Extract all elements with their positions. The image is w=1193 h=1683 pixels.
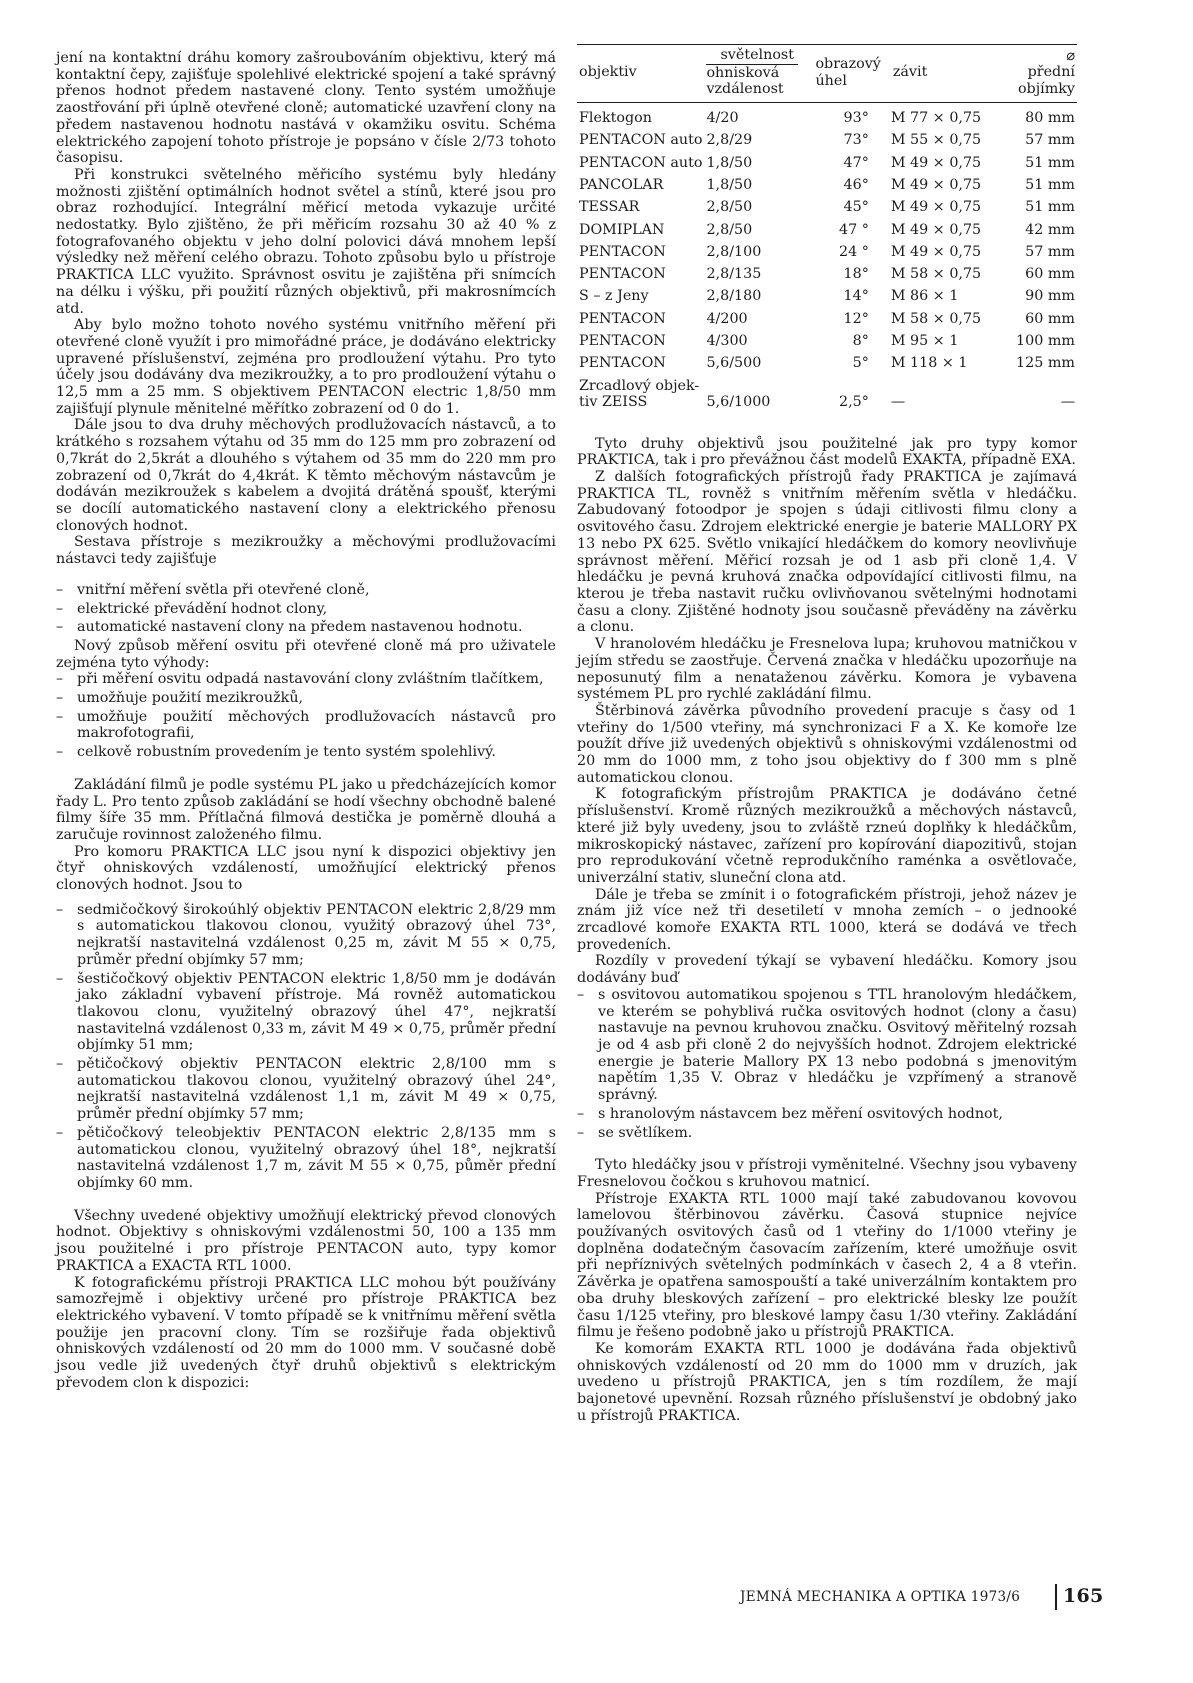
list-item: – s osvitovou automatikou spojenou s TTL hranolovým hledáčkem, ve kterém se pohyblivá ručka osvitových hodnot (clony a času) nastavuje na pevnou kruhovou značku. Osvitový měřitelný rozsah je od 4 asb při cloně 2 do nejvyšších hodnot. Zdrojem elektrické energie je baterie Mallory PX 13 nebo podobná s jmenovitým napětím 1,35 V. Obraz v hledáčku je vzpřímený a stranově správný. [577, 986, 1077, 1104]
table-row: Zrcadlový objek- tiv ZEISS 5,6/1000 2,5° — — [579, 377, 1075, 411]
paragraph: Štěrbinová závěrka původního provedení pracuje s časy od 1 vteřiny do 1/500 vteřiny, má synchronizaci F a X. Ke komoře lze použít dříve již uvedených objektivů s ohniskovými vzdálenostmi od 20 mm do 1000 mm, z toho jsou objektivy do f 300 mm s plně automatickou clonou. [577, 702, 1077, 786]
list-item: – sedmičočkový širokoúhlý objektiv PENTACON elektric 2,8/29 mm s automatickou tlakovou clonou, využitý obrazový úhel 73°, nejkratší nastavitelná vzdálenost 0,25 m, závit M 55 × 0,75, průměr přední objímky 57 mm; [56, 901, 556, 968]
paragraph: Z dalších fotografických přístrojů řady PRAKTICA je zajímavá PRAKTICA TL, rovněž s vnitřním měřením světla v hledáčku. Zabudovaný fotoodpor je spojen s údaji citlivosti filmu clony a osvitového času. Zdrojem elektrické energie je baterie MALLORY PX 13 nebo PX 625. Světlo vnikající hledáčkem do komory neovlivňuje správnost měření. Měřicí rozsah je od 1 asb při cloně 1,4. V hledáčku je pevná kruhová značka odpovídající citlivosti filmu, na kterou je třeba nastavit ručku ovlivňovanou světelnými hodnotami času a clony. Zjištěné hodnoty jsou současně převáděny na závěrku a clonu. [577, 469, 1077, 636]
page-number: 165 [1063, 1585, 1104, 1607]
lens-table [577, 44, 1077, 414]
paragraph: Pro komoru PRAKTICA LLC jsou nyní k dispozici objektivy jen čtyř ohniskových vzdáleností, umožňující elektrický přenos clonových hodnot. Jsou to [56, 843, 556, 894]
paragraph: V hranolovém hledáčku je Fresnelova lupa; kruhovou matničkou v jejím středu se zaostřuje. Červená značka v hledáčku upozorňuje na neposunutý film a nenataženou závěrku. Komora je vybavena systémem PL pro rychlé zakládání filmu. [577, 636, 1077, 703]
paragraph: K fotografickým přístrojům PRAKTICA je dodáváno četné příslušenství. Kromě různých mezikroužků a měchových nástavců, které již byly uvedeny, jsou to zvláště rzneú doplňky k hledáčkům, mikroskopický nástavec, zařízení pro kopírování diapozitivů, stojan pro reprodukování včetně reprodukčního raménka a osvětlovače, univerzální stativ, sluneční clona atd. [577, 786, 1077, 886]
table-row: Flektogon 4/20 93° M 77 × 0,75 80 mm [579, 110, 1075, 127]
list-item: – umožňuje použití mezikroužků, [56, 690, 304, 707]
list-item: – elektrické převádění hodnot clony, [56, 600, 328, 617]
col-header-objektiv: objektiv [579, 64, 637, 81]
paragraph: Dále je třeba se zmínit i o fotografickém přístroji, jehož název je znám již více než tři desetiletí v mnoha zemích – o jednooké zrcadlové komoře EXAKTA RTL 1000, která se dodává ve třech provedeních. [577, 886, 1077, 953]
list-item: – umožňuje použití měchových prodlužovacích nástavců pro makrofotografii, [56, 708, 556, 742]
list-item: – pětičočkový teleobjektiv PENTACON elektric 2,8/135 mm s automatickou clonou, využitelný obrazový úhel 18°, nejkratší nastavitelná vzdálenost 1,7 m, závit M 55 × 0,75, půměr přední objímky 60 mm. [56, 1124, 556, 1191]
table-row: DOMIPLAN 2,8/50 47 ° M 49 × 0,75 42 mm [579, 221, 1075, 238]
paragraph: Tyto hledáčky jsou v přístroji vyměnitelné. Všechny jsou vybaveny Fresnelovou čočkou s kruhovou matnicí. [577, 1157, 1077, 1190]
list-item: – se světlíkem. [577, 1124, 693, 1141]
table-row: PENTACON 4/200 12° M 58 × 0,75 60 mm [579, 310, 1075, 327]
table-header-row [577, 45, 1077, 103]
paragraph: Aby bylo možno tohoto nového systému vnitřního měření při otevřené cloně využít i pro mimořádné práce, je dodáváno elektricky upravené příslušenství, zejména pro prodloužení výtahu. Pro tyto účely jsou dodávány dva mezikroužky, a to pro prodloužení výtahu o 12,5 mm a 25 mm. S objektivem PENTACON electric 1,8/50 mm zajišťují plynule měnitelné měřítko zobrazení od 0 do 1. [56, 317, 556, 417]
paragraph: Rozdíly v provedení týkají se vybavení hledáčku. Komory jsou dodávány buď [577, 953, 1077, 987]
list-item: – s hranolovým nástavcem bez měření osvitových hodnot, [577, 1105, 1003, 1122]
table-row: PENTACON 4/300 8° M 95 × 1 100 mm [579, 333, 1075, 350]
table-row: PENTACON 5,6/500 5° M 118 × 1 125 mm [579, 355, 1075, 372]
feature-list [56, 582, 556, 636]
table-row: PENTACON 2,8/100 24 ° M 49 × 0,75 57 mm [579, 243, 1075, 260]
col-header-uhel: obrazový úhel [815, 55, 881, 89]
paragraph: Všechny uvedené objektivy umožňují elektrický převod clonových hodnot. Objektivy s ohniskovými vzdálenostmi 50, 100 a 135 mm jsou použitelné i pro přístroje PENTACON auto, typy komor PRAKTICA a EXACTA RTL 1000. [56, 1207, 556, 1274]
col-header-prumer: ⌀ přední objímky [1017, 47, 1075, 97]
paragraph: Při konstrukci světelného měřicího systému byly hledány možnosti zjištění optimálních hodnot světel a stínů, které jsou pro obraz rozhodující. Integrální měřicí metoda vykazuje určité nedostatky. Bylo zjištěno, že při měřicím rozsahu 30 až 40 % z fotografovaného objektu v jeho dolní polovici dává mnohem lepší výsledky než měření celého obrazu. Tohoto způsobu bylo u přístroje PRAKTICA LLC využito. Správnost osvitu je zajištěna při snímcích na délku i výšku, při použití různých objektivů, při makrosnímcích atd. [56, 166, 556, 317]
paragraph: Sestava přístroje s mezikroužky a měchovými prodlužovacími nástavci tedy zajišťuje [56, 534, 556, 568]
table-row: TESSAR 2,8/50 45° M 49 × 0,75 51 mm [579, 199, 1075, 216]
table-row: PENTACON auto 2,8/29 73° M 55 × 0,75 57 mm [579, 132, 1075, 149]
list-item: – celkově robustním provedením je tento systém spolehlivý. [56, 744, 496, 761]
footer-divider [1055, 1584, 1057, 1610]
list-item: – automatické nastavení clony na předem nastavenou hodnotu. [56, 619, 523, 636]
list-item: – vnitřní měření světla při otevřené cloně, [56, 581, 370, 598]
paragraph: Dále jsou to dva druhy měchových prodlužovacích nástavců, a to krátkého s rozsahem výtahu od 35 mm do 125 mm pro zobrazení od 0,7krát do 2,5krát a dlouhého s výtahem od 35 mm do 220 mm pro zobrazení od 0,7krát do 4,4krát. K těmto měchovým nástavcům je dodáván mezikroužek s kabelem a dvojitá drátěná spoušť, kterými se docílí automatického nastavení clony a elektrického přenosu clonových hodnot. [56, 417, 556, 534]
list-item: – pětičočkový objektiv PENTACON elektric 2,8/100 mm s automatickou tlakovou clonou, využitelný obrazový úhel 24°, nejkratší nastavitelná vzdálenost 1,1 m, závit M 49 × 0,75, průměr přední objímky 57 mm; [56, 1056, 556, 1123]
left-column [56, 50, 556, 1391]
advantages-list [56, 671, 556, 761]
list-item: – při měření osvitu odpadá nastavování clony zvláštním tlačítkem, [56, 671, 544, 688]
paragraph: K fotografickému přístroji PRAKTICA LLC mohou být používány samozřejmě i objektivy určené pro přístroje PRAKTICA bez elektrického vybavení. V tomto případě se k vnitřnímu měření světla použije jen pracovní clony. Tím se rozšiřuje řada objektivů ohniskových vzdáleností od 20 mm do 1000 mm. V současné době jsou vedle již uvedených čtyř druhů objektivů s elektrickým převodem clon k dispozici: [56, 1274, 556, 1391]
paragraph: jení na kontaktní dráhu komory zašroubováním objektivu, který má kontaktní čepy, zajišťuje spolehlivé elektrické spojení a také správný přenos hodnot předem nastavené clony. Tento systém umožňuje zaostřování při úplně otevřené cloně; automatické uzavření clony na předem nastavenou hodnotu nastává v okamžiku osvitu. Schéma elektrického zapojení tohoto přístroje je popsáno v čísle 2/73 tohoto časopisu. [56, 50, 556, 167]
paragraph: Tyto druhy objektivů jsou použitelné jak pro typy komor PRAKTICA, tak i pro převážnou část modelů EXAKTA, případně EXA. [577, 435, 1077, 469]
lens-list [56, 902, 556, 1192]
journal-title: JEMNÁ MECHANIKA A OPTIKA 1973/6 [740, 1589, 1021, 1605]
list-item: – šestičočkový objektiv PENTACON elektric 1,8/50 mm je dodáván jako základní vybavení přístroje. Má rovněž automatickou tlakovou clonu, využitelný obrazový úhel 47°, nejkratší nastavitelná vzdálenost 0,33 m, závit M 49 × 0,75, průměr přední objímky 51 mm; [56, 970, 556, 1054]
page-footer [740, 1584, 1104, 1610]
paragraph: Zakládání filmů je podle systému PL jako u předcházejících komor řady L. Pro tento způsob zakládání se hodí všechny obchodně balené filmy šíře 35 mm. Přítlačná filmová destička je poměrně dlouhá a zaručuje rovinnost založeného filmu. [56, 776, 556, 843]
table-row: S – z Jeny 2,8/180 14° M 86 × 1 90 mm [579, 288, 1075, 305]
viewfinder-list [577, 987, 1077, 1141]
paragraph: Nový způsob měření osvitu při otevřené cloně má pro uživatele zejména tyto výhody: [56, 637, 556, 671]
right-column [577, 44, 1077, 1424]
paragraph: Ke komorám EXAKTA RTL 1000 je dodávána řada objektivů ohniskových vzdáleností od 20 mm do 1000 mm v druzích, jak uvedeno u přístrojů PRAKTICA, jen s tím rozdílem, že mají bajonetové upevnění. Rozsah různého příslušenství je obdobný jako u přístrojů PRAKTICA. [577, 1340, 1077, 1424]
table-row: PENTACON auto 1,8/50 47° M 49 × 0,75 51 mm [579, 154, 1075, 171]
table-row: PENTACON 2,8/135 18° M 58 × 0,75 60 mm [579, 266, 1075, 283]
col-header-zavit: závit [892, 64, 928, 81]
paragraph: Přístroje EXAKTA RTL 1000 mají také zabudovanou kovovou lamelovou štěrbinovou závěrku. Časová stupnice nejvíce používaných osvitových časů od 1 vteřiny do 1/1000 vteřiny je doplněna dodatečným časovacím zařízením, které umožňuje osvit při nepříznivých světelných podmínkách v časech 2, 4 a 8 vteřin. Závěrka je opatřena samospouští a také univerzálním kontaktem pro oba druhy bleskových zařízení – pro elektrické blesky lze použít času 1/125 vteřiny, pro bleskové lampy času 1/30 vteřiny. Zakládání filmu je řešeno podobně jako u přístrojů PRAKTICA. [577, 1190, 1077, 1341]
col-header-svetelnost: světelnost ohnisková vzdálenost [704, 45, 813, 103]
table-row: PANCOLAR 1,8/50 46° M 49 × 0,75 51 mm [579, 177, 1075, 193]
